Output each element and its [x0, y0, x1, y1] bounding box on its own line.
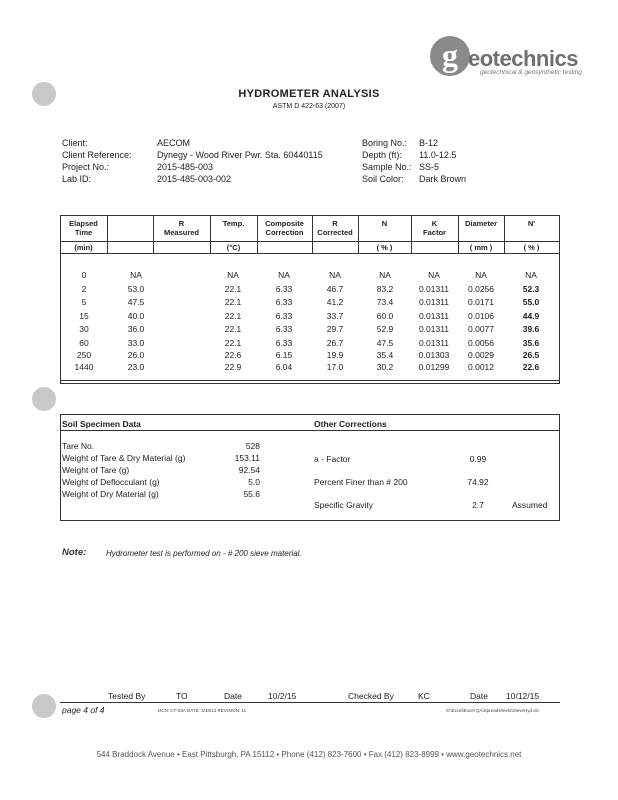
correction-label: Specific Gravity — [314, 500, 374, 510]
table-cell: 0.01303 — [418, 350, 450, 360]
table-cell: 2 — [81, 284, 87, 294]
table-border-right — [559, 215, 560, 384]
header-line1: Diameter — [464, 219, 498, 228]
box-border-left — [60, 414, 61, 521]
table-cell: 52.3 — [522, 284, 540, 294]
table-cell: NA — [428, 270, 440, 280]
punch-hole-middle — [32, 387, 56, 411]
table-cell: 22.6 — [522, 362, 540, 372]
table-cell: NA — [475, 270, 487, 280]
table-cell: 47.5 — [376, 338, 394, 348]
box-header-divider — [60, 430, 560, 431]
table-cell: 73.4 — [376, 297, 394, 307]
table-cell: 0.01299 — [418, 362, 450, 372]
table-cell: 0.01311 — [418, 338, 450, 348]
specimen-value: 153.11 — [234, 453, 260, 463]
header-composite-correction — [257, 219, 312, 237]
table-cell: NA — [130, 270, 142, 280]
info-label: Client: — [62, 138, 88, 148]
header-line1: Composite — [265, 219, 304, 228]
table-cell: 23.0 — [127, 362, 145, 372]
header-elapsed-time — [60, 219, 107, 237]
table-cell: 83.2 — [376, 284, 394, 294]
header-line1: Elapsed — [69, 219, 98, 228]
info-label: Project No.: — [62, 162, 110, 172]
table-cell: 46.7 — [326, 284, 344, 294]
unit-n: ( % ) — [376, 243, 393, 252]
table-cell: 0.01311 — [418, 311, 450, 321]
info-label: Soil Color: — [362, 174, 404, 184]
unit-elapsed-time: (min) — [74, 243, 93, 252]
header-temp — [210, 219, 257, 228]
table-cell: 0.0256 — [468, 284, 494, 294]
unit-n-prime: ( % ) — [523, 243, 540, 252]
table-cell: 0.0171 — [468, 297, 494, 307]
unit-diameter: ( mm ) — [469, 243, 493, 252]
info-value: B-12 — [419, 138, 439, 148]
table-cell: NA — [525, 270, 537, 280]
table-cell: 39.6 — [522, 324, 540, 334]
note-label: Note: — [62, 547, 87, 558]
box-border-right — [559, 414, 560, 521]
table-cell: 0.01311 — [418, 324, 450, 334]
info-label: Depth (ft): — [362, 150, 403, 160]
specimen-label: Tare No. — [62, 441, 95, 451]
info-left-labels — [62, 137, 132, 185]
table-cell: 53.0 — [127, 284, 145, 294]
table-cell: NA — [227, 270, 239, 280]
info-left-values — [157, 137, 323, 185]
logo-g-badge: g — [430, 36, 470, 76]
corrections-heading: Other Corrections — [314, 419, 387, 429]
specimen-value: 55.6 — [243, 489, 260, 499]
table-cell: 6.33 — [275, 284, 293, 294]
table-cell: 33.7 — [326, 311, 344, 321]
table-border-top — [60, 215, 560, 216]
header-r-corrected — [312, 219, 358, 237]
correction-value: 74.92 — [467, 477, 489, 487]
info-label: Client Reference: — [62, 150, 132, 160]
table-cell: 44.9 — [522, 311, 540, 321]
file-path: S:\Excel\Excel QA\Spreadsheets\SieveHyd.xls — [446, 708, 539, 713]
info-value: 11.0-12.5 — [419, 150, 457, 160]
table-cell: 22.1 — [224, 324, 242, 334]
table-cell: 15 — [79, 311, 89, 321]
table-cell: 6.04 — [275, 362, 293, 372]
table-cell: 29.7 — [326, 324, 344, 334]
info-value: Dark Brown — [419, 174, 467, 184]
correction-value: 0.99 — [469, 454, 487, 464]
header-line1: K — [431, 219, 438, 228]
header-line2: Correction — [265, 228, 304, 237]
table-cell: 60 — [79, 338, 89, 348]
tested-date-label: Date — [224, 691, 242, 701]
specimen-label: Weight of Dry Material (g) — [62, 489, 159, 499]
table-cell: NA — [278, 270, 290, 280]
box-border-top — [60, 414, 560, 415]
note-text: Hydrometer test is performed on - # 200 sieve material. — [106, 549, 302, 558]
specimen-label: Weight of Deflocculant (g) — [62, 477, 160, 487]
checked-date-value: 10/12/15 — [506, 691, 540, 701]
specimen-value: 92.54 — [238, 465, 260, 475]
header-line1: N' — [527, 219, 536, 228]
specimen-label: Weight of Tare & Dry Material (g) — [62, 453, 186, 463]
table-border-bottom-double — [60, 383, 560, 384]
header-r-measured — [153, 219, 210, 237]
tested-by-label: Tested By — [108, 691, 146, 701]
table-cell: 60.0 — [376, 311, 394, 321]
header-line2: Corrected — [317, 228, 353, 237]
table-cell: 52.9 — [376, 324, 394, 334]
table-cell: 55.0 — [522, 297, 540, 307]
header-diameter — [458, 219, 504, 228]
unit-temp: (°C) — [226, 243, 241, 252]
table-cell: 0.0012 — [468, 362, 494, 372]
table-cell: 6.33 — [275, 324, 293, 334]
table-cell: 26.5 — [522, 350, 540, 360]
table-cell: NA — [329, 270, 341, 280]
table-cell: NA — [379, 270, 391, 280]
specimen-value: 5.0 — [248, 477, 260, 487]
header-k-factor — [411, 219, 458, 237]
footer-address: 544 Braddock Avenue • East Pittsburgh, PA 15112 • Phone (412) 823-7600 • Fax (412) 823-8999 • www.geotechnics.net — [96, 750, 522, 759]
checked-by-value: KC — [418, 691, 430, 701]
standard-reference: ASTM D 422-63 (2007) — [272, 103, 346, 110]
correction-value: 2.7 — [472, 500, 484, 510]
correction-note: Assumed — [512, 500, 548, 510]
checked-by-label: Checked By — [348, 691, 394, 701]
punch-hole-bottom — [32, 694, 56, 718]
header-line1: N — [381, 219, 388, 228]
table-cell: 17.0 — [326, 362, 344, 372]
table-cell: 0.01311 — [418, 284, 450, 294]
info-value: 2015-485-003 — [157, 162, 214, 172]
table-cell: 36.0 — [127, 324, 145, 334]
table-cell: 26.0 — [127, 350, 145, 360]
footer-rule — [60, 702, 560, 703]
table-cell: 35.6 — [522, 338, 540, 348]
header-line2: Factor — [423, 228, 446, 237]
table-cell: 0.0029 — [468, 350, 494, 360]
table-cell: 26.7 — [326, 338, 344, 348]
table-cell: 30 — [79, 324, 89, 334]
header-line2: Time — [74, 228, 93, 237]
table-cell: 47.5 — [127, 297, 145, 307]
box-border-bottom — [60, 520, 560, 521]
info-label: Boring No.: — [362, 138, 408, 148]
table-cell: 6.33 — [275, 297, 293, 307]
table-cell: 41.2 — [326, 297, 344, 307]
table-cell: 40.0 — [127, 311, 145, 321]
info-value: 2015-485-003-002 — [157, 174, 232, 184]
table-cell: 0.01311 — [418, 297, 450, 307]
doc-code: DCN: CT-S3A DATE: 3/18/13 REVISION: 11 — [158, 708, 247, 713]
specimen-value: 528 — [245, 441, 260, 451]
info-value: Dynegy - Wood River Pwr. Sta. 60440115 — [157, 150, 323, 160]
table-cell: 0.0056 — [468, 338, 494, 348]
page-number: page 4 of 4 — [62, 705, 105, 715]
info-label: Lab ID: — [62, 174, 92, 184]
tested-date-value: 10/2/15 — [268, 691, 297, 701]
logo-wordmark: eotechnics — [468, 46, 578, 71]
table-cell: 33.0 — [127, 338, 145, 348]
info-label: Sample No.: — [362, 162, 412, 172]
info-right-labels — [362, 137, 412, 185]
table-cell: 6.33 — [275, 338, 293, 348]
info-value: SS-5 — [419, 162, 440, 172]
table-cell: 0.0077 — [468, 324, 494, 334]
table-cell: 22.6 — [224, 350, 242, 360]
table-cell: 6.33 — [275, 311, 293, 321]
table-cell: 19.9 — [326, 350, 344, 360]
table-header-divider — [60, 241, 560, 242]
table-cell: 0.0106 — [468, 311, 494, 321]
table-cell: 0 — [81, 270, 87, 280]
logo-tagline: geotechnical & geosynthetic testing — [480, 69, 582, 76]
header-n — [358, 219, 411, 228]
checked-date-label: Date — [470, 691, 488, 701]
table-cell: 22.1 — [224, 284, 242, 294]
header-n-prime — [504, 219, 559, 228]
table-cell: 30.2 — [376, 362, 394, 372]
header-line2: Measured — [163, 228, 199, 237]
table-cell: 6.15 — [275, 350, 293, 360]
table-cell: 22.1 — [224, 297, 242, 307]
page-title: HYDROMETER ANALYSIS — [238, 88, 380, 100]
info-right-values — [419, 137, 466, 185]
specimen-label: Weight of Tare (g) — [62, 465, 130, 475]
table-unit-divider — [60, 253, 560, 254]
table-cell: 1440 — [74, 362, 94, 372]
header-line1: R — [178, 219, 185, 228]
info-value: AECOM — [157, 138, 191, 148]
table-cell: 22.9 — [224, 362, 242, 372]
correction-label: a - Factor — [314, 454, 351, 464]
table-cell: 5 — [81, 297, 87, 307]
table-cell: 22.1 — [224, 338, 242, 348]
header-line1: R — [332, 219, 338, 228]
table-border-bottom — [60, 380, 560, 381]
col-divider — [107, 215, 108, 254]
table-cell: 22.1 — [224, 311, 242, 321]
table-cell: 35.4 — [376, 350, 394, 360]
correction-label: Percent Finer than # 200 — [314, 477, 408, 487]
specimen-heading: Soil Specimen Data — [62, 419, 141, 429]
header-line1: Temp. — [222, 219, 245, 228]
tested-by-value: TO — [176, 691, 188, 701]
table-cell: 250 — [76, 350, 92, 360]
